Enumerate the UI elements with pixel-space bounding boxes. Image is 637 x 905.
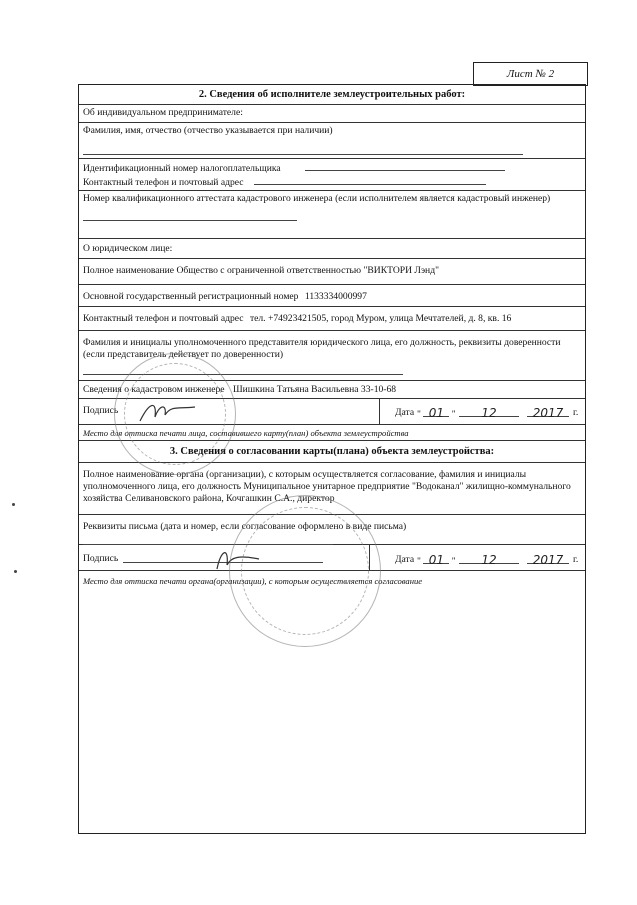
scan-dot bbox=[14, 570, 17, 573]
letter-label: Реквизиты письма (дата и номер, если согласование оформлено в виде письма) bbox=[83, 521, 407, 532]
attest-label: Номер квалификационного аттестата кадастрового инженера (если исполнителем является кадастровый инженер) bbox=[83, 193, 551, 204]
fullname-value: Общество с ограниченной ответственностью "ВИКТОРИ Лэнд" bbox=[176, 265, 439, 276]
representative-label: Фамилия и инициалы уполномоченного представителя юридического лица, его должность, реквизиты доверенности (если представитель действует по доверенности) bbox=[83, 337, 561, 360]
fullname-row bbox=[79, 259, 585, 285]
inn-contact-row bbox=[79, 159, 585, 191]
sheet-number: Лист № 2 bbox=[473, 62, 588, 86]
date3-day: 01 bbox=[428, 553, 444, 567]
org-label: Полное наименование органа (организации), с которым осуществляется согласование, фамилия и инициалы уполномоченного лица, его должность bbox=[83, 469, 527, 492]
inn-field[interactable] bbox=[305, 161, 505, 171]
stamp2-note: Место для оттиска печати лица, составившего карту(план) объекта землеустройства bbox=[83, 428, 409, 438]
date2-day: 01 bbox=[428, 406, 444, 420]
sign2-label: Подпись bbox=[83, 405, 119, 416]
date2-suffix: г. bbox=[573, 407, 579, 418]
legal-contact-label: Контактный телефон и почтовый адрес bbox=[83, 313, 244, 324]
fio-label: Фамилия, имя, отчество (отчество указывается при наличии) bbox=[83, 125, 333, 136]
inn-label: Идентификационный номер налогоплательщика bbox=[83, 163, 281, 174]
engineer-label: Сведения о кадастровом инженере bbox=[83, 384, 225, 395]
date3-month: 12 bbox=[481, 553, 497, 567]
legal-contact-value: тел. +74923421505, город Муром, улица Мечтателей, д. 8, кв. 16 bbox=[249, 313, 512, 324]
date2-year: 2017 bbox=[532, 406, 564, 420]
stamp3-note: Место для оттиска печати органа(организации), с которым осуществляется согласование bbox=[83, 576, 423, 586]
fullname-label: Полное наименование bbox=[83, 265, 175, 276]
contact-field[interactable] bbox=[254, 175, 486, 185]
individual-label-row bbox=[79, 105, 585, 123]
contact-label: Контактный телефон и почтовый адрес bbox=[83, 177, 244, 188]
legal-contact-row bbox=[79, 307, 585, 331]
form-frame bbox=[78, 84, 586, 834]
engineer-value: Шишкина Татьяна Васильевна 33-10-68 bbox=[232, 384, 397, 395]
org-value: Муниципальное унитарное предприятие "Водоканал" жилищно-коммунального хозяйства Селивановского района, Кочгашкин С.А., директор bbox=[83, 481, 571, 504]
scan-dot bbox=[12, 503, 15, 506]
date3-label: Дата bbox=[395, 554, 415, 565]
sign3-label: Подпись bbox=[83, 553, 119, 564]
attest-field[interactable] bbox=[83, 211, 297, 221]
date2-month: 12 bbox=[481, 406, 497, 420]
section2-title: 2. Сведения об исполнителе землеустроительных работ: bbox=[79, 85, 585, 105]
sign3-row: Подпись Дата " 01 " 12 2017 г. bbox=[79, 545, 585, 571]
legal-label-row bbox=[79, 239, 585, 259]
date3-year: 2017 bbox=[532, 553, 564, 567]
fio-row bbox=[79, 123, 585, 159]
stamp-seal-2-inner bbox=[241, 507, 369, 635]
legal-label: О юридическом лице: bbox=[83, 243, 173, 254]
ogrn-row bbox=[79, 285, 585, 307]
date2-label: Дата bbox=[395, 407, 415, 418]
sign2-row: Подпись Дата " 01 " 12 2017 г. bbox=[79, 399, 585, 425]
section3-title: 3. Сведения о согласовании карты(плана) объекта землеустройства: bbox=[79, 441, 585, 463]
attest-row bbox=[79, 191, 585, 239]
ogrn-value: 1133334000997 bbox=[304, 291, 367, 302]
date3-suffix: г. bbox=[573, 554, 579, 565]
ogrn-label: Основной государственный регистрационный номер bbox=[83, 291, 299, 302]
stamp-seal-1-inner bbox=[124, 363, 226, 465]
fio-field[interactable] bbox=[83, 145, 523, 155]
individual-label: Об индивидуальном предпринимателе: bbox=[83, 107, 243, 118]
